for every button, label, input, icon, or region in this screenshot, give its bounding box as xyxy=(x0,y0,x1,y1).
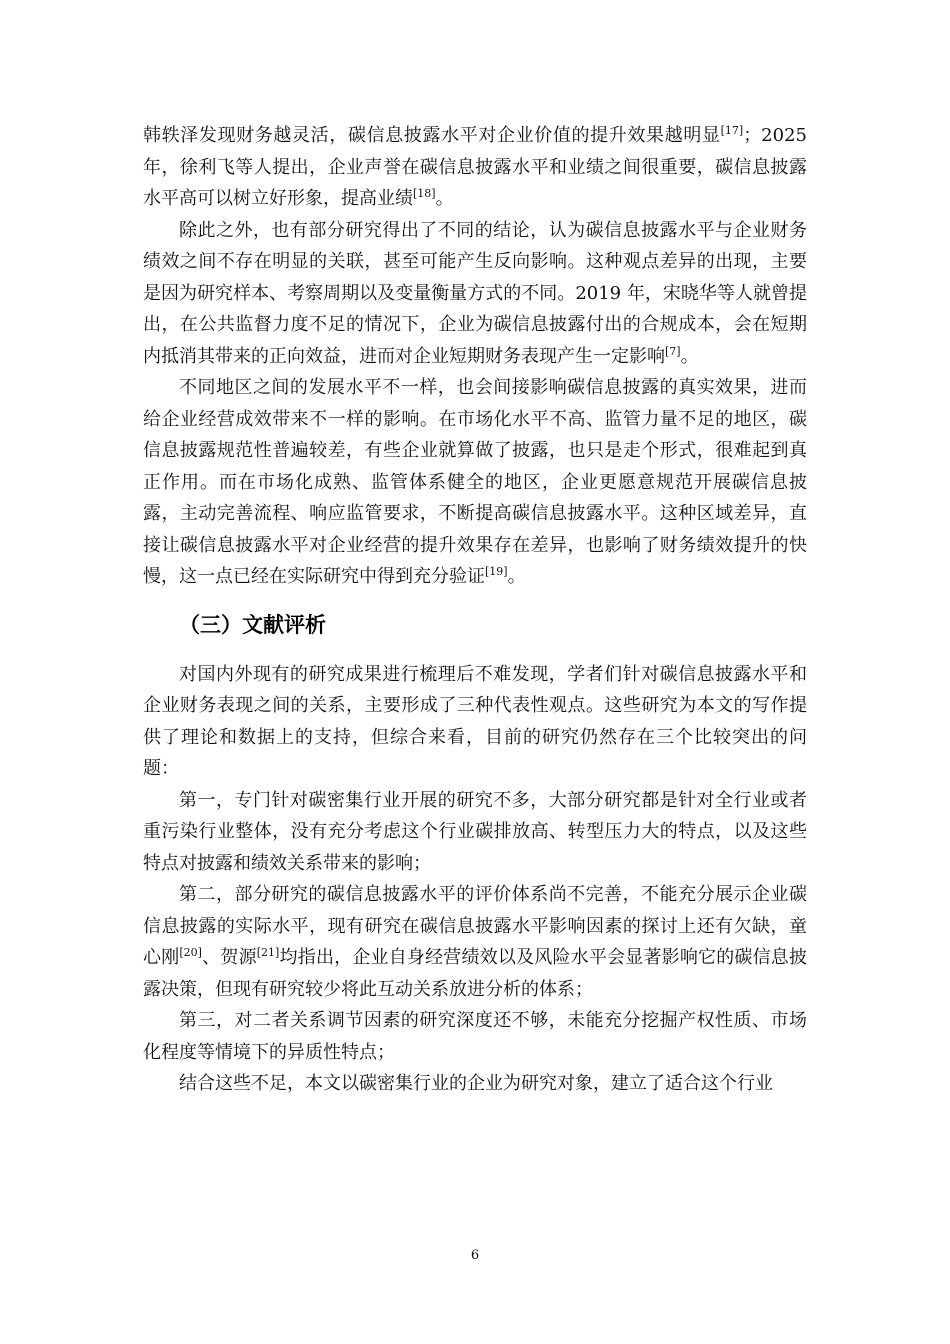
text-run: 第二，部分研究的碳信息披露水平的评价体系尚不完善，不能充分展示企业碳信息披露的实际水平，现有研究在碳信息披露水平影响因素的探讨上还有欠缺，童心刚 xyxy=(143,884,807,968)
paragraph xyxy=(143,215,807,373)
text-run: 。 xyxy=(680,345,699,367)
citation-21: [21] xyxy=(256,946,280,959)
citation-7: [7] xyxy=(665,344,681,358)
text-run: 韩轶泽发现财务越灵活，碳信息披露水平对企业价值的提升效果越明显 xyxy=(143,125,721,146)
citation-19: [19] xyxy=(485,565,508,578)
text-run: 第三，对二者关系调节因素的研究深度还不够，未能充分挖掘产权性质、市场化程度等情境下的异质性特点； xyxy=(143,1010,807,1063)
text-run: 。 xyxy=(507,566,526,587)
paragraph xyxy=(143,1068,807,1100)
body-text xyxy=(143,120,807,1100)
paragraph xyxy=(143,120,807,215)
paragraph xyxy=(143,1005,807,1068)
paragraph xyxy=(143,659,807,785)
text-run: 除此之外，也有部分研究得出了不同的结论，认为碳信息披露水平与企业财务绩效之间不存在明显的关联，甚至可能产生反向影响。这种观点差异的出现，主要是因为研究样本、考察周期以及变量衡量方式的不同。2019 年，宋晓华等人就曾提出，在公共监督力度不足的情况下，企业为碳信息披露付出的合规成本，会在短期内抵消其带来的正向效益，进而对企业短期财务表现产生一定影响 xyxy=(143,219,807,367)
text-run: 对国内外现有的研究成果进行梳理后不难发现，学者们针对碳信息披露水平和企业财务表现之间的关系，主要形成了三种代表性观点。这些研究为本文的写作提供了理论和数据上的支持，但综合来看，目前的研究仍然存在三个比较突出的问题： xyxy=(143,663,807,779)
citation-20: [20] xyxy=(179,946,202,959)
text-run: ；2025年，徐利飞等人提出，企业声誉在碳信息披露水平和业绩之间很重要，碳信息披露水平高可以树立好形象，提高业绩 xyxy=(143,125,807,209)
text-run: 。 xyxy=(435,188,454,209)
paragraph xyxy=(143,879,807,1005)
text-run: 、贺源 xyxy=(201,947,257,968)
text-run: 结合这些不足，本文以碳密集行业的企业为研究对象，建立了适合这个行业 xyxy=(179,1073,773,1094)
paragraph xyxy=(143,372,807,593)
citation-17: [17] xyxy=(720,124,744,137)
text-run: 第一，专门针对碳密集行业开展的研究不多，大部分研究都是针对全行业或者重污染行业整体，没有充分考虑这个行业碳排放高、转型压力大的特点，以及这些特点对披露和绩效关系带来的影响； xyxy=(143,789,807,874)
page-number: 6 xyxy=(470,1248,480,1263)
section-heading: （三）文献评析 xyxy=(179,612,326,637)
text-run: 不同地区之间的发展水平不一样，也会间接影响碳信息披露的真实效果，进而给企业经营成效带来不一样的影响。在市场化水平不高、监管力量不足的地区，碳信息披露规范性普遍较差，有些企业就算做了披露，也只是走个形式，很难起到真正作用。而在市场化成熟、监管体系健全的地区，企业更愿意规范开展碳信息披露，主动完善流程、响应监管要求，不断提高碳信息披露水平。这种区域差异，直接让碳信息披露水平对企业经营的提升效果存在差异，也影响了财务绩效提升的快慢，这一点已经在实际研究中得到充分验证 xyxy=(143,377,807,587)
text-run: 均指出，企业自身经营绩效以及风险水平会显著影响它的碳信息披露决策，但现有研究较少将此互动关系放进分析的体系； xyxy=(143,947,808,1000)
paragraph xyxy=(143,785,807,880)
citation-18: [18] xyxy=(413,187,436,200)
